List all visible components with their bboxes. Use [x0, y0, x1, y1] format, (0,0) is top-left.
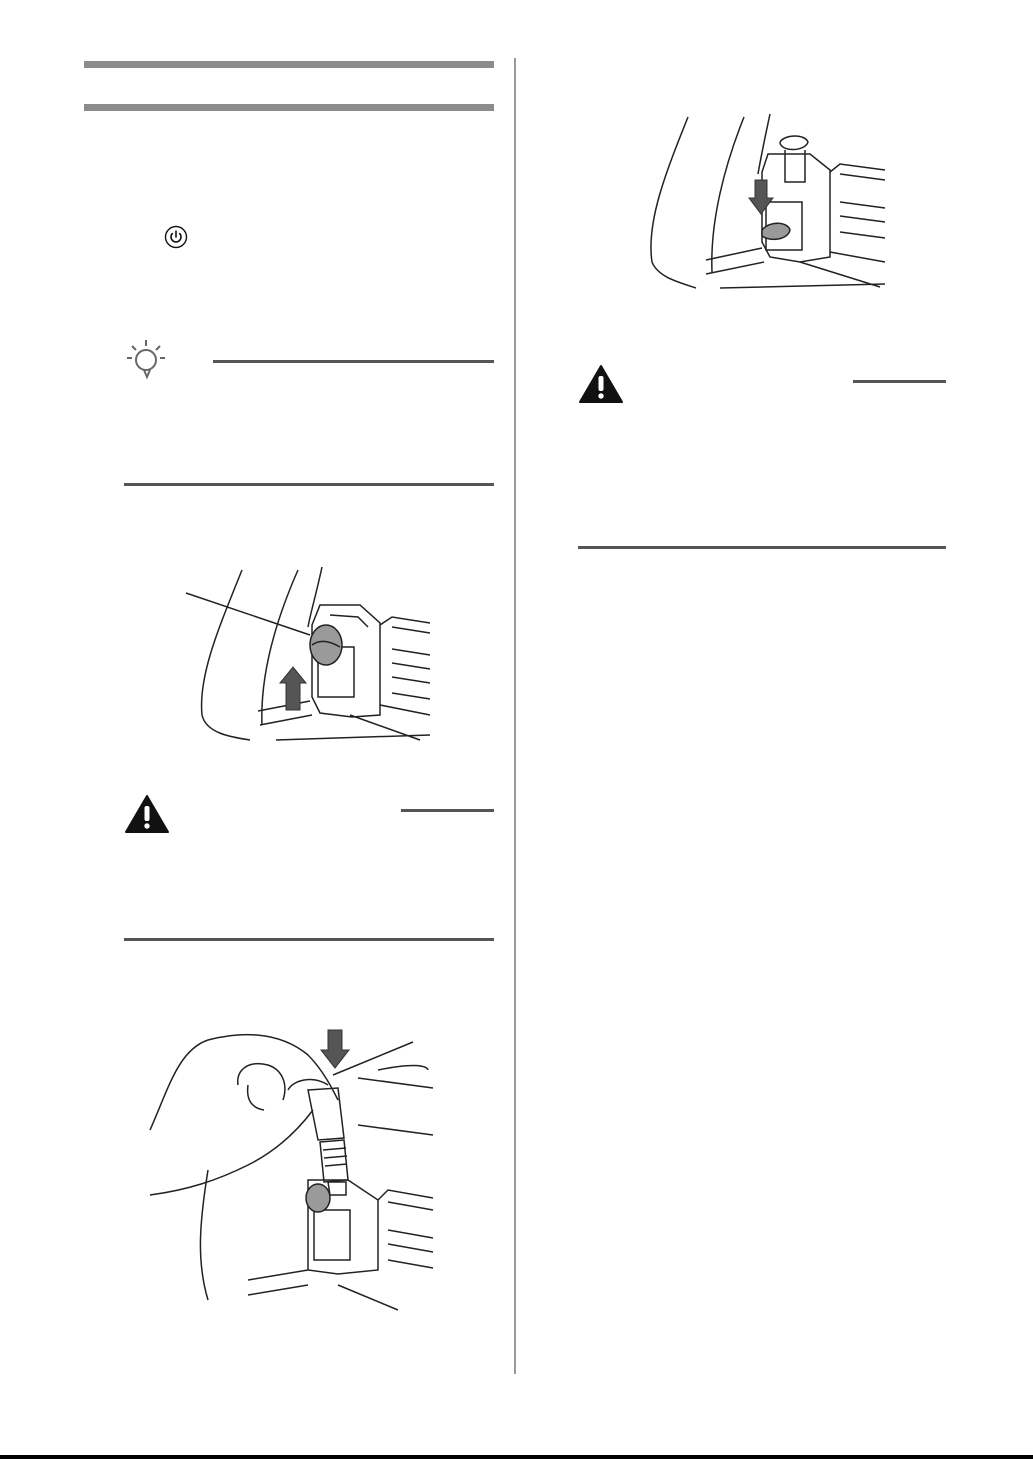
section-rule-3: [578, 546, 946, 549]
section-rule-1: [124, 483, 494, 486]
power-button-icon: [164, 225, 188, 249]
lightbulb-icon: [124, 336, 168, 380]
page-bottom-border: [0, 1455, 1033, 1459]
warning-triangle-icon: [124, 794, 170, 834]
header-rule-bottom: [84, 104, 494, 111]
holder-lock-lever-lowered: [640, 112, 888, 292]
insert-holder-into-carriage: [148, 1030, 438, 1315]
arrow-down-icon: [321, 1030, 349, 1068]
warning-rule-2: [853, 380, 946, 383]
column-divider: [514, 58, 516, 1374]
arrow-down-icon: [749, 180, 773, 214]
holder-lock-lever-raised: [180, 565, 435, 745]
arrow-up-icon: [280, 667, 306, 710]
warning-rule-1: [401, 809, 494, 812]
note-rule: [213, 360, 494, 363]
section-rule-2: [124, 938, 494, 941]
header-rule-top: [84, 61, 494, 68]
warning-triangle-icon: [578, 364, 624, 404]
